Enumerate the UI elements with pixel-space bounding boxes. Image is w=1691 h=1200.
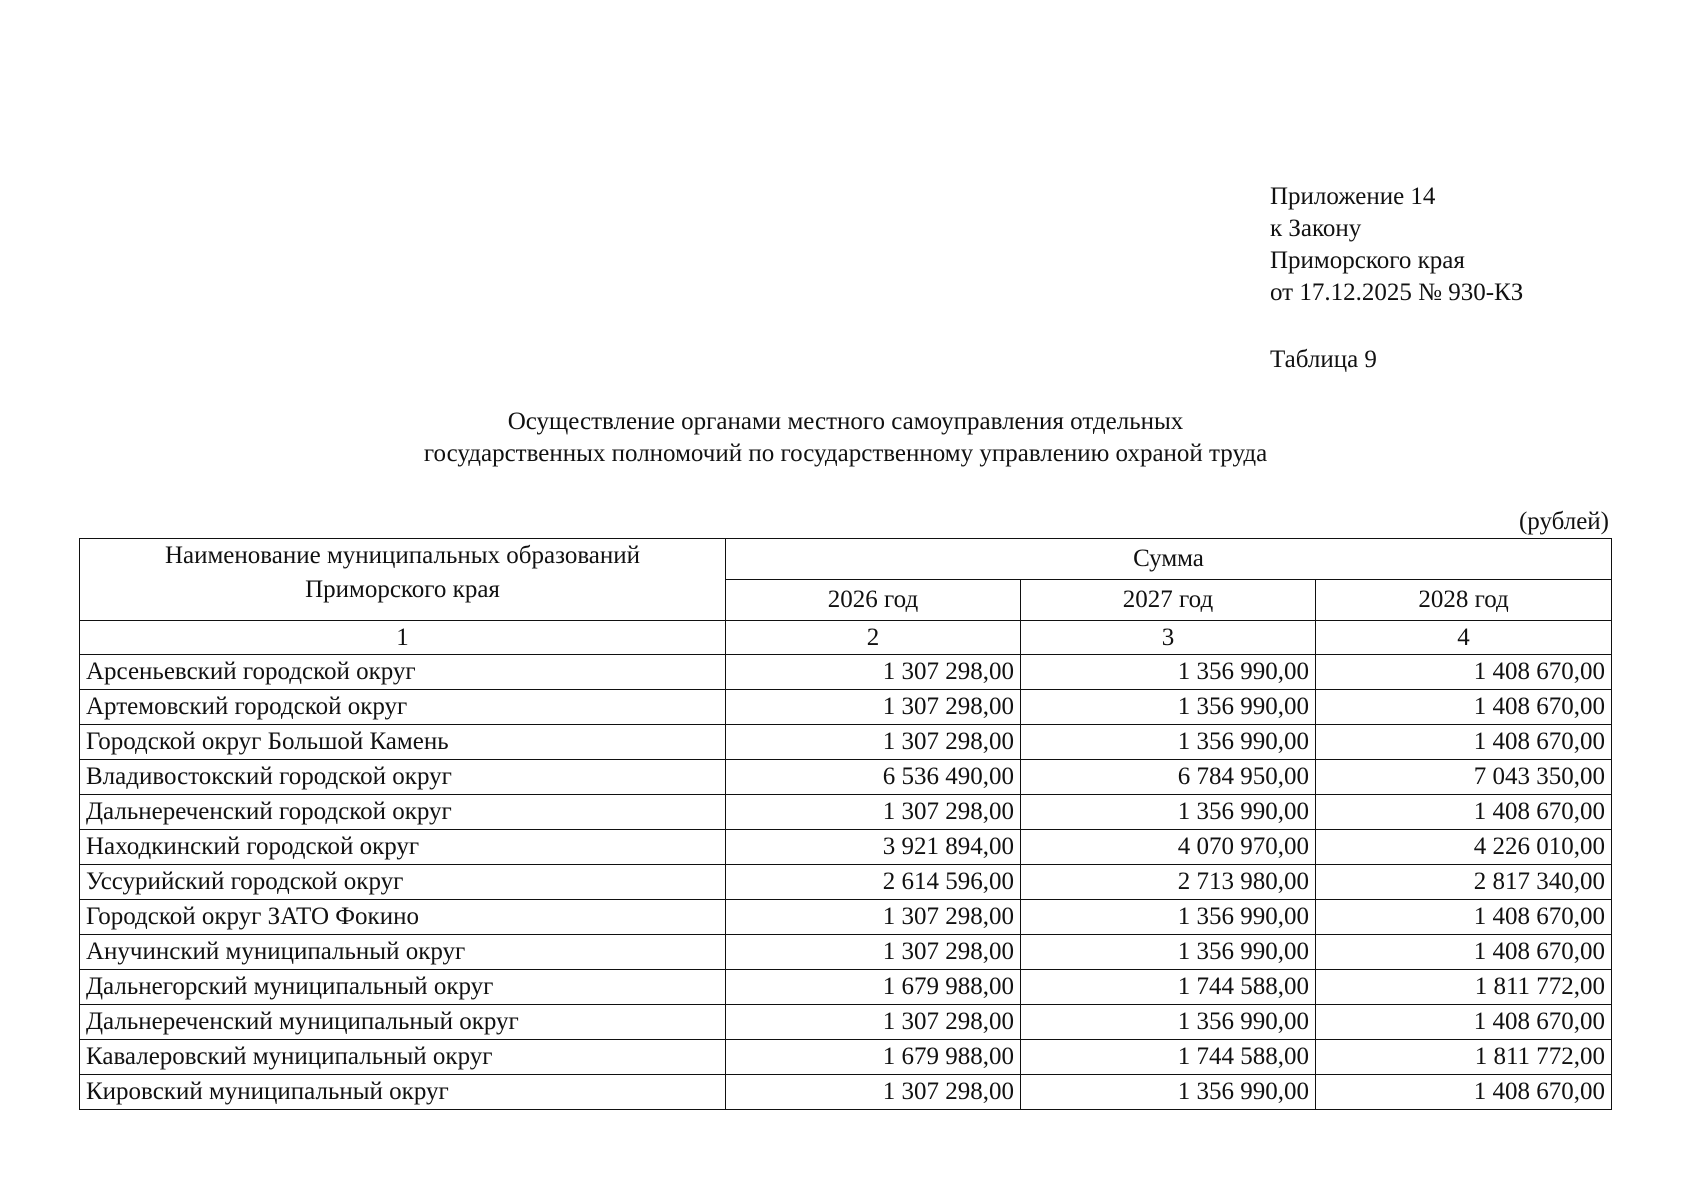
table-row <box>80 1005 1612 1040</box>
annex-title: Приложение 14 <box>1270 183 1436 210</box>
table-row <box>80 970 1612 1005</box>
municipality-name: Дальнереченский городской округ <box>80 795 726 830</box>
amount-2026: 1 679 988,00 <box>726 970 1021 1005</box>
municipality-name: Анучинский муниципальный округ <box>80 935 726 970</box>
amount-2027: 1 356 990,00 <box>1021 1005 1316 1040</box>
amount-2027: 1 356 990,00 <box>1021 655 1316 690</box>
amount-2028: 1 408 670,00 <box>1316 1005 1612 1040</box>
municipality-name: Городской округ Большой Камень <box>80 725 726 760</box>
header-year-2027: 2027 год <box>1021 580 1316 621</box>
amount-2027: 1 356 990,00 <box>1021 795 1316 830</box>
annex-header <box>1270 181 1523 309</box>
table-label: Таблица 9 <box>1270 346 1377 373</box>
amount-2028: 1 408 670,00 <box>1316 935 1612 970</box>
amount-2026: 1 307 298,00 <box>726 900 1021 935</box>
amount-2026: 6 536 490,00 <box>726 760 1021 795</box>
amount-2028: 7 043 350,00 <box>1316 760 1612 795</box>
table-row <box>80 1040 1612 1075</box>
annex-region: Приморского края <box>1270 247 1465 274</box>
municipality-name: Кавалеровский муниципальный округ <box>80 1040 726 1075</box>
column-number: 3 <box>1021 621 1316 655</box>
header-year-2028: 2028 год <box>1316 580 1612 621</box>
header-municipality-label: Наименование муниципальных образований Приморского края <box>164 542 641 603</box>
title-line-1: Осуществление органами местного самоуправления отдельных <box>507 408 1184 435</box>
amount-2026: 2 614 596,00 <box>726 865 1021 900</box>
municipality-name: Владивостокский городской округ <box>80 760 726 795</box>
column-number: 2 <box>726 621 1021 655</box>
municipality-name: Кировский муниципальный округ <box>80 1075 726 1110</box>
table-row <box>80 935 1612 970</box>
title-line-2: государственных полномочий по государственному управлению охраной труда <box>423 440 1268 467</box>
amount-2026: 1 307 298,00 <box>726 690 1021 725</box>
annex-law: к Закону <box>1270 215 1362 242</box>
amount-2027: 1 356 990,00 <box>1021 900 1316 935</box>
table-row <box>80 865 1612 900</box>
header-municipality <box>80 539 726 621</box>
municipality-name: Находкинский городской округ <box>80 830 726 865</box>
amount-2026: 1 307 298,00 <box>726 655 1021 690</box>
table-row <box>80 690 1612 725</box>
amount-2028: 4 226 010,00 <box>1316 830 1612 865</box>
amount-2027: 6 784 950,00 <box>1021 760 1316 795</box>
amount-2028: 1 408 670,00 <box>1316 795 1612 830</box>
municipality-name: Уссурийский городской округ <box>80 865 726 900</box>
table-row <box>80 655 1612 690</box>
amount-2028: 1 811 772,00 <box>1316 970 1612 1005</box>
amount-2026: 1 307 298,00 <box>726 1005 1021 1040</box>
table-row <box>80 830 1612 865</box>
header-sum: Сумма <box>726 539 1612 580</box>
table-body <box>80 655 1612 1110</box>
budget-table <box>79 538 1612 1110</box>
column-number: 4 <box>1316 621 1612 655</box>
table-row <box>80 760 1612 795</box>
column-number: 1 <box>80 621 726 655</box>
amount-2027: 4 070 970,00 <box>1021 830 1316 865</box>
amount-2028: 1 811 772,00 <box>1316 1040 1612 1075</box>
amount-2027: 1 356 990,00 <box>1021 690 1316 725</box>
table-row <box>80 1075 1612 1110</box>
municipality-name: Дальнереченский муниципальный округ <box>80 1005 726 1040</box>
amount-2027: 2 713 980,00 <box>1021 865 1316 900</box>
annex-date-number: от 17.12.2025 № 930-КЗ <box>1270 279 1524 306</box>
table-row <box>80 900 1612 935</box>
amount-2028: 1 408 670,00 <box>1316 1075 1612 1110</box>
amount-2028: 2 817 340,00 <box>1316 865 1612 900</box>
municipality-name: Дальнегорский муниципальный округ <box>80 970 726 1005</box>
table-row <box>80 725 1612 760</box>
unit-label: (рублей) <box>1518 508 1609 535</box>
amount-2027: 1 356 990,00 <box>1021 935 1316 970</box>
municipality-name: Арсеньевский городской округ <box>80 655 726 690</box>
amount-2026: 1 679 988,00 <box>726 1040 1021 1075</box>
amount-2027: 1 356 990,00 <box>1021 725 1316 760</box>
amount-2027: 1 744 588,00 <box>1021 1040 1316 1075</box>
table-row <box>80 795 1612 830</box>
amount-2026: 1 307 298,00 <box>726 1075 1021 1110</box>
column-number-row <box>80 621 1612 655</box>
amount-2027: 1 356 990,00 <box>1021 1075 1316 1110</box>
amount-2027: 1 744 588,00 <box>1021 970 1316 1005</box>
amount-2028: 1 408 670,00 <box>1316 690 1612 725</box>
amount-2028: 1 408 670,00 <box>1316 655 1612 690</box>
amount-2028: 1 408 670,00 <box>1316 900 1612 935</box>
header-year-2026: 2026 год <box>726 580 1021 621</box>
document-title <box>0 406 1691 470</box>
amount-2026: 1 307 298,00 <box>726 795 1021 830</box>
amount-2026: 3 921 894,00 <box>726 830 1021 865</box>
municipality-name: Городской округ ЗАТО Фокино <box>80 900 726 935</box>
municipality-name: Артемовский городской округ <box>80 690 726 725</box>
amount-2028: 1 408 670,00 <box>1316 725 1612 760</box>
amount-2026: 1 307 298,00 <box>726 935 1021 970</box>
amount-2026: 1 307 298,00 <box>726 725 1021 760</box>
